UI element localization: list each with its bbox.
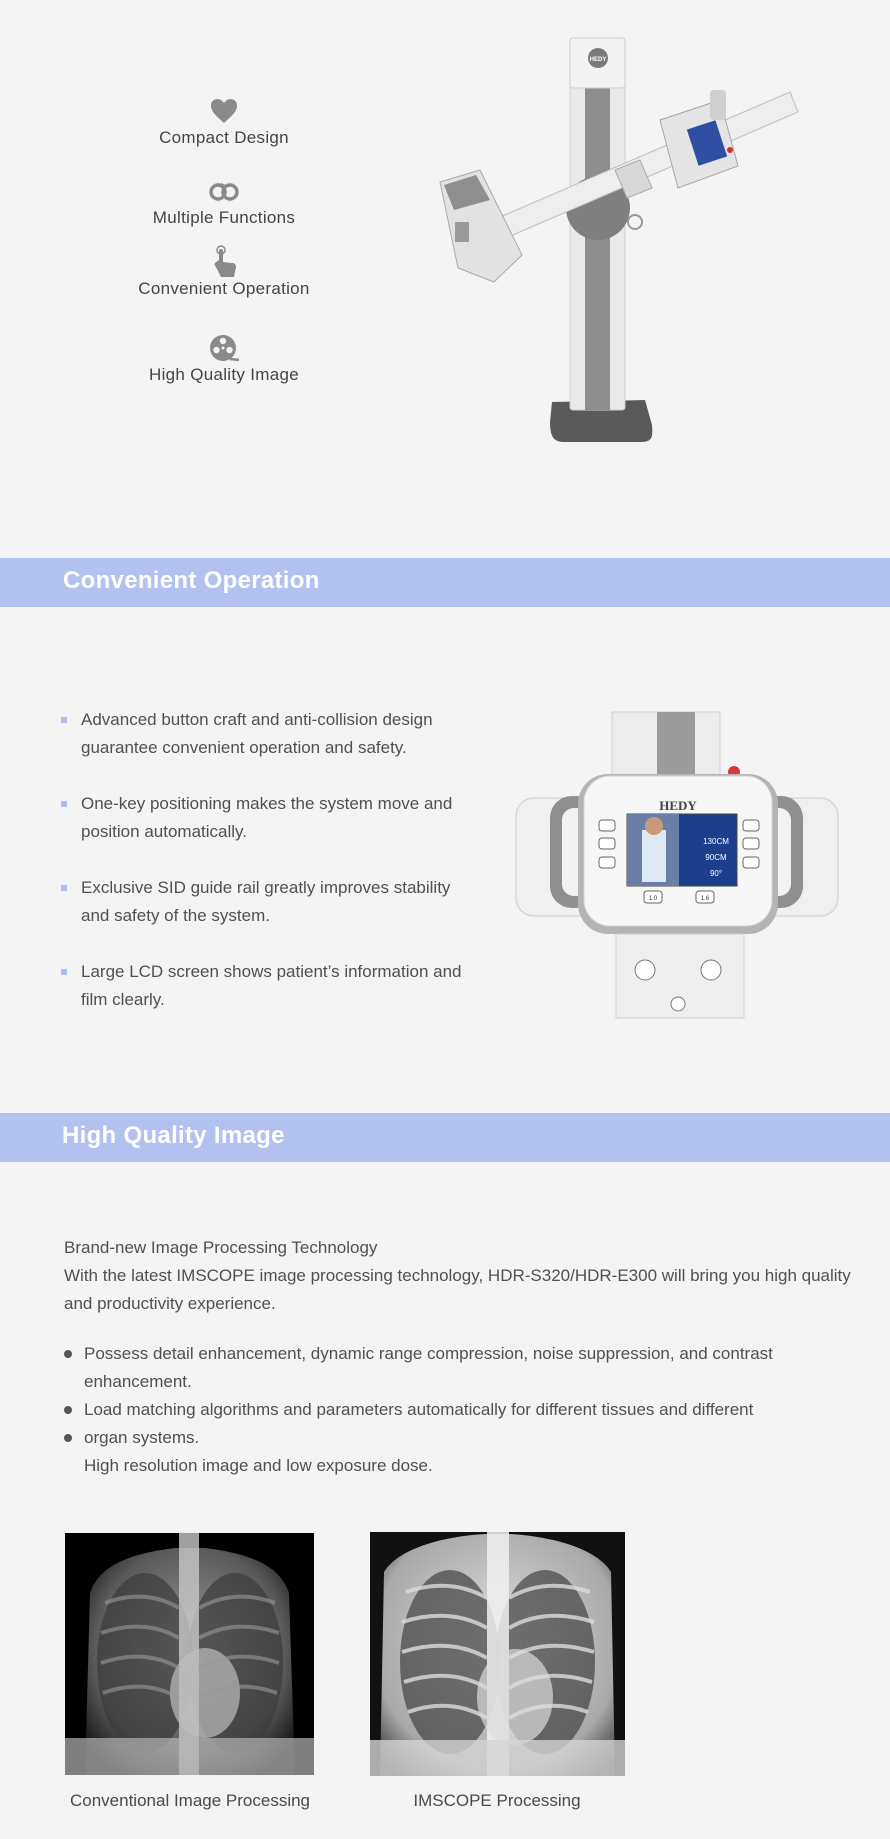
list-item: organ systems.: [64, 1424, 854, 1452]
bullet-dot: [64, 1350, 72, 1358]
film-reel-icon: [208, 333, 240, 363]
bullet-square: [61, 801, 67, 807]
feature-convenient-operation: [123, 245, 325, 299]
feature-label: Multiple Functions: [152, 208, 296, 227]
image-intro: [64, 1234, 854, 1318]
section-title: High Quality Image: [62, 1122, 285, 1149]
list-item: High resolution image and low exposure dose.: [84, 1456, 433, 1475]
feature-label: Convenient Operation: [138, 279, 310, 298]
feature-label: High Quality Image: [149, 365, 299, 384]
caption-conventional: Conventional Image Processing: [69, 1791, 311, 1810]
section-bar-operation: [0, 558, 890, 607]
rotate-icon: [207, 176, 241, 206]
bullet-dot: [64, 1434, 72, 1442]
caption-imscope: IMSCOPE Processing: [413, 1791, 581, 1810]
section-bar-image: [0, 1113, 890, 1162]
hand-pointer-icon: [209, 245, 239, 279]
bullet-square: [61, 885, 67, 891]
list-item: Possess detail enhancement, dynamic range compression, noise suppression, and contrast enhancement.: [64, 1340, 854, 1396]
bullet-square: [61, 717, 67, 723]
intro-body: With the latest IMSCOPE image processing technology, HDR-S320/HDR-E300 will bring you high quality and productivity experience.: [64, 1266, 851, 1313]
panel-button-label: 1.6: [700, 896, 710, 902]
feature-label: Compact Design: [159, 128, 289, 147]
section-title: Convenient Operation: [63, 567, 320, 594]
operation-feature-list: [60, 706, 480, 1042]
xray-machine-image: [430, 30, 810, 450]
readout-angle: 90°: [709, 869, 723, 878]
heart-icon: [209, 96, 239, 126]
feature-multiple-functions: [123, 176, 325, 228]
bullet-square: [61, 969, 67, 975]
image-feature-list: [64, 1340, 854, 1480]
bullet-dot: [64, 1406, 72, 1414]
list-item: Load matching algorithms and parameters automatically for different tissues and different: [64, 1396, 854, 1424]
readout-distance: 90CM: [705, 853, 727, 862]
feature-compact-design: [123, 96, 325, 148]
xray-imscope-image: [370, 1532, 625, 1776]
list-item: Exclusive SID guide rail greatly improves stability and safety of the system.: [60, 874, 480, 930]
readout-sid: 130CM: [703, 837, 729, 846]
machine-brand: HEDY: [589, 57, 607, 63]
xray-conventional-image: [65, 1533, 314, 1775]
panel-button-label: 1.0: [648, 896, 658, 902]
feature-high-quality-image: [123, 333, 325, 385]
list-item: One-key positioning makes the system move and position automatically.: [60, 790, 480, 846]
control-panel-image: [510, 708, 845, 1023]
list-item: Large LCD screen shows patient’s information and film clearly.: [60, 958, 480, 1014]
intro-heading: Brand-new Image Processing Technology: [64, 1238, 378, 1257]
panel-brand: HEDY: [659, 798, 697, 813]
list-item: Advanced button craft and anti-collision design guarantee convenient operation and safety.: [60, 706, 480, 762]
